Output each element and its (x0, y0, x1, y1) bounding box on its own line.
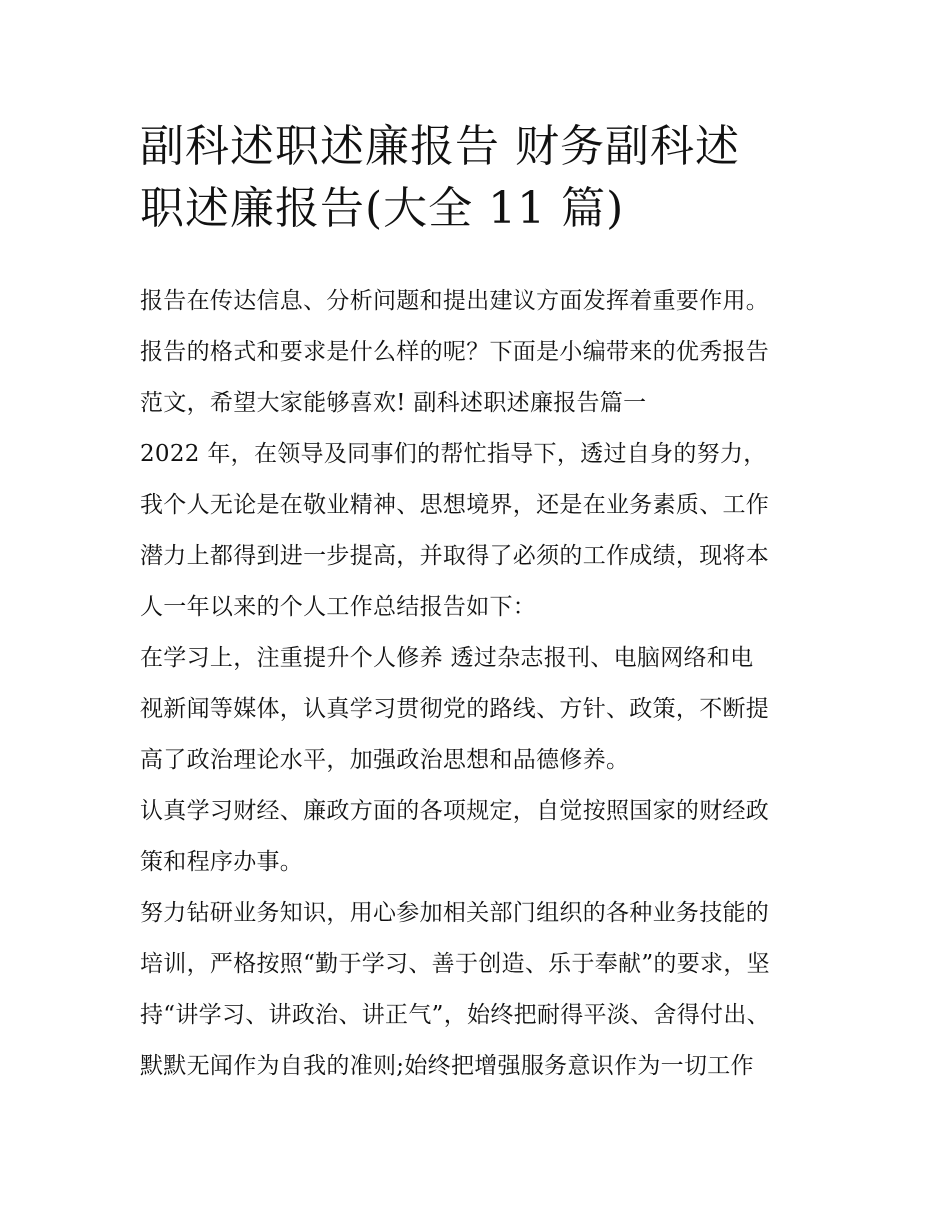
body-line: 报告的格式和要求是什么样的呢？下面是小编带来的优秀报告 (140, 339, 770, 365)
body-line: 我个人无论是在敬业精神、思想境界，还是在业务素质、工作 (140, 492, 770, 518)
title-line-2: 职述廉报告(大全 11 篇) (140, 183, 625, 234)
body-line: 视新闻等媒体，认真学习贯彻党的路线、方针、政策，不断提 (140, 696, 770, 722)
document-title (140, 116, 830, 240)
body-line: 努力钻研业务知识，用心参加相关部门组织的各种业务技能的 (140, 900, 770, 926)
body-line: 2022 年，在领导及同事们的帮忙指导下，透过自身的努力， (140, 441, 767, 467)
body-line: 认真学习财经、廉政方面的各项规定，自觉按照国家的财经政 (140, 798, 770, 824)
body-line: 潜力上都得到进一步提高，并取得了必须的工作成绩，现将本 (140, 543, 770, 569)
body-line: 默默无闻作为自我的准则;始终把增强服务意识作为一切工作 (140, 1053, 754, 1079)
body-line: 培训，严格按照“勤于学习、善于创造、乐于奉献”的要求，坚 (140, 951, 770, 977)
body-line: 高了政治理论水平，加强政治思想和品德修养。 (140, 747, 630, 773)
body-line: 持“讲学习、讲政治、讲正气”，始终把耐得平淡、舍得付出、 (140, 1002, 770, 1028)
body-line: 人一年以来的个人工作总结报告如下： (140, 594, 537, 620)
title-line-1: 副科述职述廉报告 财务副科述 (140, 121, 740, 172)
body-line: 报告在传达信息、分析问题和提出建议方面发挥着重要作用。 (140, 288, 770, 314)
document-body (140, 276, 830, 1092)
body-line: 范文，希望大家能够喜欢! 副科述职述廉报告篇一 (140, 390, 647, 416)
body-line: 在学习上，注重提升个人修养 透过杂志报刊、电脑网络和电 (140, 645, 754, 671)
body-line: 策和程序办事。 (140, 849, 304, 875)
